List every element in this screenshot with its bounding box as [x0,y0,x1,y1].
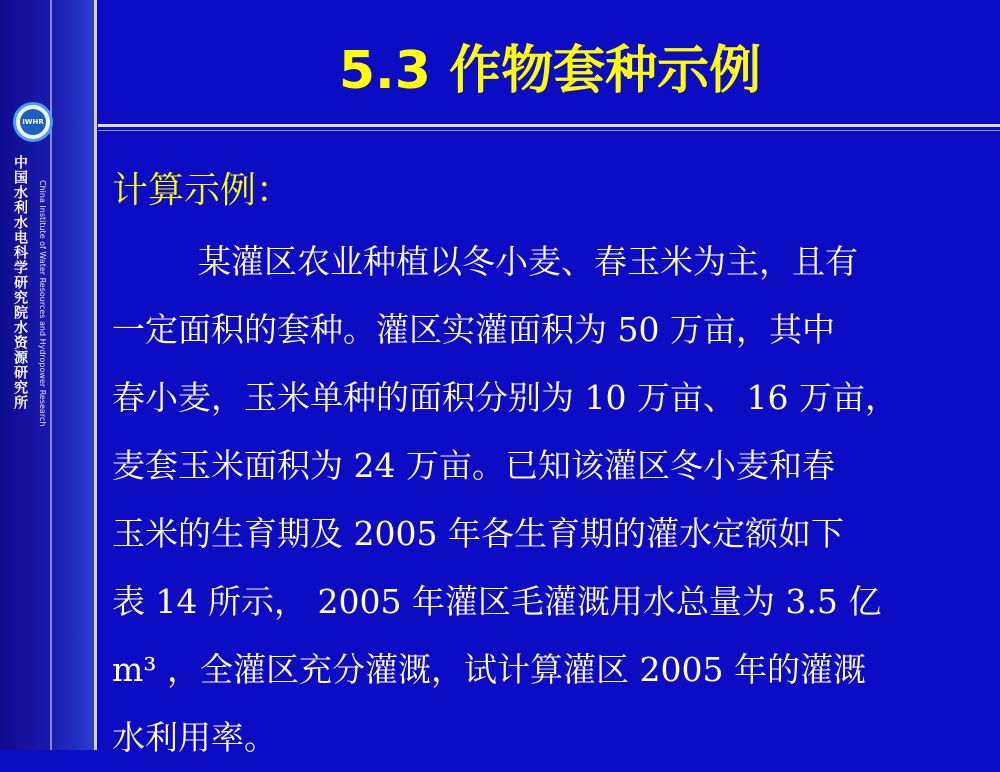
example-text [112,228,992,772]
org-name-cn: 中国水利水电科学研究院水资源研究所 [12,155,28,410]
body-line: 一定面积的套种。灌区实灌面积为 50 万亩，其中 [112,310,835,349]
body-line: 表 14 所示， 2005 年灌区毛灌溉用水总量为 3.5 亿 [112,582,882,621]
body-line: 某灌区农业种植以冬小麦、春玉米为主，且有 [198,242,858,281]
body-line: m³ ，全灌区充分灌溉，试计算灌区 2005 年的灌溉 [112,650,866,689]
sidebar [0,0,97,750]
body-line: 春小麦，玉米单种的面积分别为 10 万亩、 16 万亩， [112,378,898,417]
slide-title: 5.3 作物套种示例 [338,41,762,101]
body-line: 麦套玉米面积为 24 万亩。已知该灌区冬小麦和春 [112,446,835,485]
body-line: 水利用率。 [112,718,277,757]
body-line: 玉米的生育期及 2005 年各生育期的灌水定额如下 [112,514,844,553]
iwhr-logo [13,102,53,142]
section-heading: 计算示例： [112,170,293,211]
title-underline-thin [98,130,1000,131]
org-name-en: China Institute of Water Resources and Hydropower Research [38,180,47,427]
logo-text: IWHR [20,109,46,135]
title-underline [98,124,1000,127]
